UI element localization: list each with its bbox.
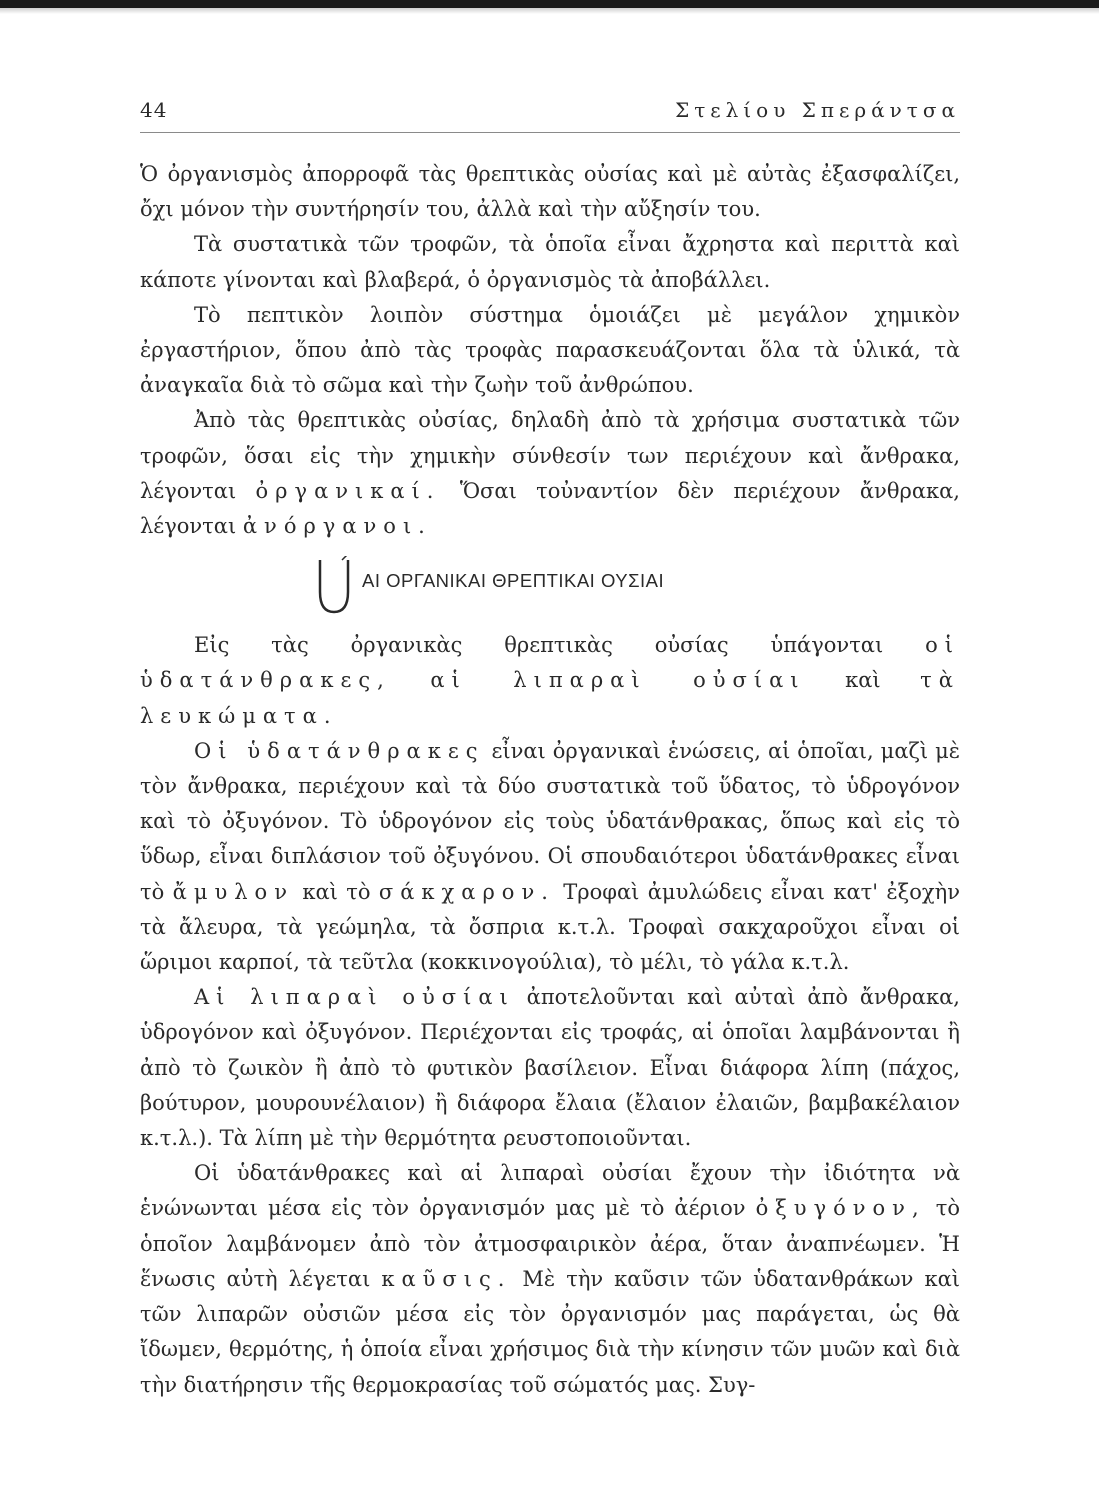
running-head bbox=[140, 98, 960, 132]
paragraph-7 bbox=[140, 980, 960, 1156]
p5-text-b: καὶ bbox=[845, 668, 881, 693]
scan-top-edge bbox=[0, 0, 1099, 8]
p6-text-b: καὶ τὸ bbox=[302, 879, 371, 904]
header-rule bbox=[140, 132, 960, 133]
term-carbohydrates-2: Οἱ ὑδατάνθρακες bbox=[194, 738, 485, 763]
paragraph-1: Ὁ ὀργανισμὸς ἀπορροφᾶ τὰς θρεπτικὰς οὐσίας καὶ μὲ αὐτὰς ἐξασφαλίζει, ὄχι μόνον τὴν συντήρησίν του, ἀλλὰ καὶ τὴν αὔξησίν του. bbox=[140, 162, 960, 222]
term-inorganic: ἀνόργανοι. bbox=[242, 514, 432, 539]
book-page bbox=[140, 98, 960, 1403]
paragraph-4 bbox=[140, 403, 960, 544]
page-number: 44 bbox=[140, 98, 168, 122]
term-organic: ὀργανικαί. bbox=[255, 478, 441, 503]
dropcap-u-icon bbox=[312, 556, 352, 618]
page-body bbox=[140, 157, 960, 1403]
term-combustion: καῦσις. bbox=[381, 1266, 512, 1291]
p4-text-b: Ὅσαι τοὐναντίον δὲν περιέχουν ἄνθρακα, λέγονται bbox=[140, 478, 960, 539]
term-oxygen: ὀξυγόνον, bbox=[755, 1196, 926, 1221]
p6-text-a: εἶναι ὀργανικαὶ ἑνώσεις, αἱ ὁποῖαι, μαζὶ μὲ τὸν ἄνθρακα, περιέχουν καὶ τὰ δύο συστατικὰ τοῦ ὕδατος, τὸ ὑδρογόνον καὶ τὸ ὀξυγόνον. Τὸ ὑδρογόνον εἰς τοὺς ὑδατάνθρακας, ὅπως καὶ εἰς τὸ ὕδωρ, εἶναι διπλάσιον τοῦ ὀξυγόνου. Οἱ σπουδαιότεροι ὑδατάνθρακες εἶναι τὸ bbox=[140, 738, 960, 904]
p5-text-a: Εἰς τὰς ὀργανικὰς θρεπτικὰς οὐσίας ὑπάγονται bbox=[194, 633, 884, 658]
term-carbohydrates: οἱ ὑδατάνθρακες, bbox=[140, 633, 960, 693]
running-head-author: Στελίου Σπεράντσα bbox=[675, 98, 960, 122]
p8-text-b: τὸ ὁποῖον λαμβάνομεν ἀπὸ τὸν ἀτμοσφαιρικὸν ἀέρα, ὅταν ἀναπνέωμεν. Ἡ ἕνωσις αὐτὴ λέγεται bbox=[140, 1196, 960, 1291]
term-fats-2: Αἱ λιπαραὶ οὐσίαι bbox=[194, 985, 515, 1010]
paragraph-2: Τὰ συστατικὰ τῶν τροφῶν, τὰ ὁποῖα εἶναι ἄχρηστα καὶ περιττὰ καὶ κάποτε γίνονται καὶ βλαβερά, ὁ ὀργανισμὸς τὰ ἀποβάλλει. bbox=[140, 232, 960, 292]
p6-text-c: Τροφαὶ ἀμυλώδεις εἶναι κατ' ἐξοχὴν τὰ ἄλευρα, τὰ γεώμηλα, τὰ ὄσπρια κ.τ.λ. Τροφαὶ σακχαροῦχοι εἶναι οἱ ὥριμοι καρποί, τὰ τεῦτλα (κοκκινογούλια), τὸ μέλι, τὸ γάλα κ.τ.λ. bbox=[140, 879, 960, 975]
scan-top-shadow bbox=[0, 8, 1099, 14]
p4-text-a: Ἀπὸ τὰς θρεπτικὰς οὐσίας, δηλαδὴ ἀπὸ τὰ χρήσιμα συστατικὰ τῶν τροφῶν, ὅσαι εἰς τὴν χημικὴν σύνθεσίν των περιέχουν καὶ ἄνθρακα, λέγονται bbox=[140, 408, 960, 503]
section-title: ΑΙ ΟΡΓΑΝΙΚΑΙ ΘΡΕΠΤΙΚΑΙ ΟΥΣΙΑΙ bbox=[362, 570, 665, 592]
paragraph-8 bbox=[140, 1156, 960, 1402]
paragraph-5 bbox=[140, 628, 960, 734]
p7-text-a: ἀποτελοῦνται καὶ αὐταὶ ἀπὸ ἄνθρακα, ὑδρογόνον καὶ ὀξυγόνον. Περιέχονται εἰς τροφάς, αἱ ὁποῖαι λαμβάνονται ἢ ἀπὸ τὸ ζωικὸν ἢ ἀπὸ τὸ φυτικὸν βασίλειον. Εἶναι διάφορα λίπη (πάχος, βούτυρον, μουρουνέλαιον) ἢ διάφορα ἔλαια (ἔλαιον ἐλαιῶν, βαμβακέλαιον κ.τ.λ.). Τὰ λίπη μὲ τὴν θερμότητα ρευστοποιοῦνται. bbox=[140, 985, 960, 1151]
term-starch: ἄμυλον bbox=[172, 879, 294, 904]
paragraph-3: Τὸ πεπτικὸν λοιπὸν σύστημα ὁμοιάζει μὲ μεγάλον χημικὸν ἐργαστήριον, ὅπου ἀπὸ τὰς τροφὰς παρασκευάζονται ὅλα τὰ ὑλικά, τὰ ἀναγκαῖα διὰ τὸ σῶμα καὶ τὴν ζωὴν τοῦ ἀνθρώπου. bbox=[140, 302, 960, 398]
term-sugar: σάκχαρον. bbox=[378, 879, 555, 904]
term-proteins: τὰ λευκώματα. bbox=[140, 668, 960, 728]
p8-text-c: Μὲ τὴν καῦσιν τῶν ὑδατανθράκων καὶ τῶν λιπαρῶν οὐσιῶν μέσα εἰς τὸν ὀργανισμόν μας παράγεται, ὡς θὰ ἴδωμεν, θερμότης, ἡ ὁποία εἶναι χρήσιμος διὰ τὴν κίνησιν τῶν μυῶν καὶ διὰ τὴν διατήρησιν τῆς θερμοκρασίας τοῦ σώματός μας. Συγ- bbox=[140, 1266, 960, 1397]
paragraph-6 bbox=[140, 734, 960, 980]
section-heading bbox=[140, 560, 960, 628]
term-fats: αἱ λιπαραὶ οὐσίαι bbox=[430, 668, 806, 693]
p8-text-a: Οἱ ὑδατάνθρακες καὶ αἱ λιπαραὶ οὐσίαι ἔχουν τὴν ἰδιότητα νὰ ἑνώνωνται μέσα εἰς τὸν ὀργανισμόν μας μὲ τὸ ἀέριον bbox=[140, 1161, 960, 1221]
